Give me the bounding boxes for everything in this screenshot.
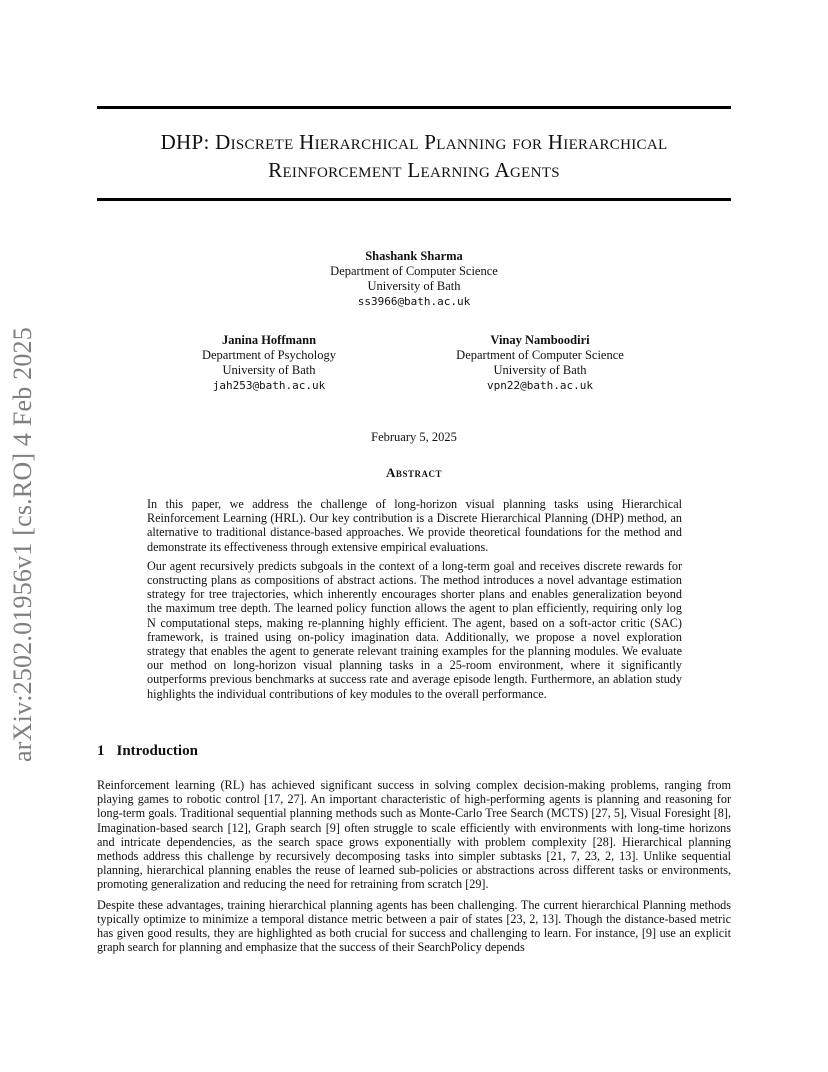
title-bottom-rule — [97, 198, 731, 201]
author-name: Vinay Namboodiri — [490, 333, 590, 347]
author-university: University of Bath — [367, 279, 461, 293]
author-email[interactable]: vpn22@bath.ac.uk — [487, 379, 593, 392]
author-university: University of Bath — [222, 363, 316, 377]
author-department: Department of Computer Science — [456, 348, 624, 362]
title-line-2: Reinforcement Learning Agents — [268, 158, 560, 182]
abstract-heading: Abstract — [386, 465, 442, 480]
section-heading-introduction — [97, 743, 198, 760]
abstract-body — [147, 497, 682, 706]
author-department: Department of Psychology — [201, 348, 336, 362]
author-email[interactable]: ss3966@bath.ac.uk — [357, 295, 471, 308]
title-top-rule — [97, 106, 731, 109]
arxiv-identifier: arXiv:2502.01956v1 [cs.RO] 4 Feb 2025 — [8, 327, 37, 762]
author-department: Department of Computer Science — [330, 264, 498, 278]
author-name: Shashank Sharma — [365, 249, 463, 263]
paper-title — [80, 128, 748, 184]
intro-paragraph-1: Reinforcement learning (RL) has achieved significant success in solving complex decision-making problems, ranging from playing games to robotic control [17, 27]. An important characteristic of high-performing agents is planning and reasoning for long-term goals. Traditional sequential planning methods such as Monte-Carlo Tree Search (MCTS) [27, 5], Visual Foresight [8], Imagination-based search [12], Graph search [9] often struggle to scale efficiently with environments with long-time horizons and intricate dependencies, as the search space grows exponentially with problem complexity [28]. Hierarchical planning methods address this challenge by recursively decomposing tasks into simpler subtasks [21, 7, 23, 2, 13]. Unlike sequential planning, hierarchical planning enables the reuse of learned sub-policies or abstractions across different tasks or environments, promoting generalization and reducing the need for retraining from scratch [29]. — [97, 778, 731, 892]
author-university: University of Bath — [493, 363, 587, 377]
author-block-3 — [390, 333, 690, 393]
title-line-1: DHP: Discrete Hierarchical Planning for Hierarchical — [160, 130, 668, 154]
author-email[interactable]: jah253@bath.ac.uk — [212, 379, 326, 392]
author-block-1 — [264, 249, 564, 309]
intro-paragraph-2: Despite these advantages, training hierarchical planning agents has been challenging. The current hierarchical Planning methods typically optimize to minimize a temporal distance metric between a pair of states [23, 2, 13]. Though the distance-based metric has given good results, they are highlighted as both crucial for success and challenging to learn. For instance, [9] use an explicit graph search for planning and emphasize that the success of their SearchPolicy depends — [97, 897, 731, 955]
publication-date: February 5, 2025 — [371, 430, 457, 444]
introduction-body — [97, 778, 731, 960]
abstract-paragraph-1: In this paper, we address the challenge of long-horizon visual planning tasks using Hierarchical Reinforcement Learning (HRL). Our key contribution is a Discrete Hierarchical Planning (DHP) method, an alternative to traditional distance-based approaches. We provide theoretical foundations for the method and demonstrate its effectiveness through extensive empirical evaluations. — [147, 497, 682, 554]
author-name: Janina Hoffmann — [221, 333, 317, 347]
abstract-paragraph-2: Our agent recursively predicts subgoals in the context of a long-term goal and receives discrete rewards for constructing plans as compositions of abstract actions. The method introduces a novel advantage estimation strategy for tree trajectories, which inherently encourages shorter plans and enables generalization beyond the maximum tree depth. The learned policy function allows the agent to plan efficiently, requiring only log N computational steps, making re-planning highly efficient. The agent, based on a soft-actor critic (SAC) framework, is trained using on-policy imagination data. Additionally, we propose a novel exploration strategy that enables the agent to generate relevant training examples for the planning modules. We evaluate our method on long-horizon visual planning tasks in a 25-room environment, where it significantly outperforms previous benchmarks at success rate and average episode length. Furthermore, an ablation study highlights the individual contributions of key modules to the overall performance. — [147, 558, 682, 701]
section-title: Introduction — [116, 743, 198, 759]
section-number: 1 — [97, 743, 105, 759]
author-block-2 — [119, 333, 419, 393]
